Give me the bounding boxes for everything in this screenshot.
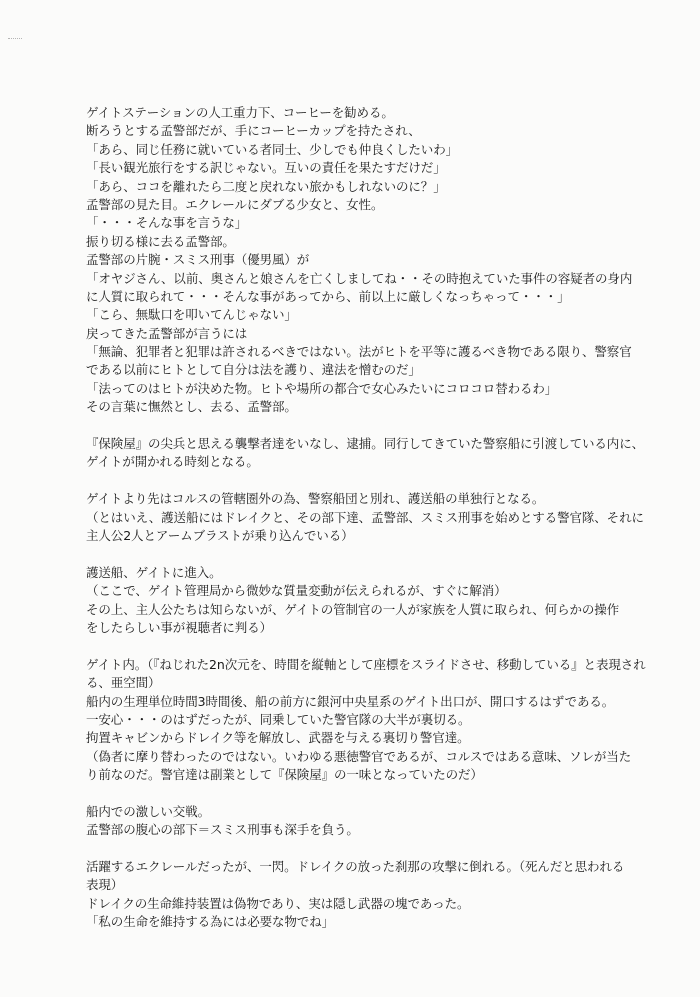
text-line: 表現） bbox=[86, 877, 124, 893]
paragraph bbox=[86, 656, 686, 785]
text-line: 「私の生命を維持する為には必要な物でね」 bbox=[86, 914, 335, 930]
text-line: 戻ってきた孟警部が言うには bbox=[86, 325, 248, 341]
text-line: その上、主人公たちは知らないが、ゲイトの管制官の一人が家族を人質に取られ、何らかの操作 bbox=[86, 601, 620, 617]
text-line: その言葉に憮然とし、去る、孟警部。 bbox=[86, 399, 297, 415]
text-line: 拘置キャビンからドレイク等を解放し、武器を与える裏切り警官達。 bbox=[86, 730, 470, 746]
text-line: 孟警部の見た目。エクレールにダブる少女と、女性。 bbox=[86, 196, 384, 212]
text-line: 「無論、犯罪者と犯罪は許されるべきではない。法がヒトを平等に護るべき物である限り、警察官 bbox=[86, 344, 632, 360]
text-line: 主人公2人とアームブラストが乗り込んでいる） bbox=[86, 527, 354, 543]
text-line: である以前にヒトとして自分は法を護り、違法を憎むのだ」 bbox=[86, 362, 421, 378]
text-line: 「オヤジさん、以前、奥さんと娘さんを亡くしましてね・・その時抱えていた事件の容疑者の身内 bbox=[86, 270, 633, 286]
text-line: ゲイトステーションの人工重力下、コーヒーを勧める。 bbox=[86, 105, 394, 120]
text-line: 孟警部の腹心の部下＝スミス刑事も深手を負う。 bbox=[86, 822, 359, 838]
paragraph bbox=[86, 803, 686, 840]
text-line: 孟警部の片腕・スミス刑事（優男風）が bbox=[86, 252, 310, 268]
paragraph bbox=[86, 490, 686, 545]
text-line: ゲイトが開かれる時刻となる。 bbox=[86, 454, 259, 470]
text-line: に人質に取られて・・・そんな事があってから、前以上に厳しくなっちゃって・・・」 bbox=[86, 288, 570, 304]
text-line: 「あら、ココを離れたら二度と戻れない旅かもしれないのに？」 bbox=[86, 178, 446, 194]
text-line: 一安心・・・のはずだったが、同乗していた警官隊の大半が裏切る。 bbox=[86, 711, 471, 727]
text-line: 護送船、ゲイトに進入。 bbox=[86, 564, 222, 580]
scan-artifact-mark bbox=[8, 38, 22, 42]
paragraph bbox=[86, 435, 686, 472]
text-line: 「長い観光旅行をする訳じゃない。互いの責任を果たすだけだ」 bbox=[86, 160, 446, 176]
paragraph bbox=[86, 858, 686, 932]
text-line: 船内の生理単位時間3時間後、船の前方に銀河中央星系のゲイト出口が、開口するはずである。 bbox=[86, 693, 615, 709]
paragraph-gap bbox=[86, 545, 686, 563]
script-text-body bbox=[86, 104, 686, 932]
text-line: り前なのだ。警官達は副業として『保険屋』の一味となっていたのだ） bbox=[86, 767, 483, 783]
paragraph bbox=[86, 564, 686, 638]
paragraph-gap bbox=[86, 637, 686, 655]
text-line: 活躍するエクレールだったが、一閃。ドレイクの放った刹那の攻撃に倒れる。（死んだと思われる bbox=[86, 859, 625, 875]
paragraph-gap bbox=[86, 472, 686, 490]
paragraph bbox=[86, 104, 686, 417]
text-line: 「法ってのはヒトが決めた物。ヒトや場所の都合で女心みたいにコロコロ替わるわ」 bbox=[86, 380, 558, 396]
text-line: ゲイトより先はコルスの管轄圏外の為、警察船団と別れ、護送船の単独行となる。 bbox=[86, 491, 545, 507]
text-line: 振り切る様に去る孟警部。 bbox=[86, 233, 235, 249]
text-line: ゲイト内。（『ねじれた2n次元を、時間を縦軸として座標をスライドさせ、移動している』と表現され bbox=[86, 656, 646, 672]
paragraph-gap bbox=[86, 417, 686, 435]
paragraph-gap bbox=[86, 840, 686, 858]
text-line: 「・・・そんな事を言うな」 bbox=[86, 215, 248, 231]
text-line: （ここで、ゲイト管理局から微妙な質量変動が伝えられるが、すぐに解消） bbox=[86, 583, 507, 599]
paragraph-gap bbox=[86, 784, 686, 802]
text-line: （とはいえ、護送船にはドレイクと、その部下達、孟警部、スミス刑事を始めとする警官隊、それに bbox=[86, 509, 644, 525]
text-line: 『保険屋』の尖兵と思える襲撃者達をいなし、逮捕。同行してきていた警察船に引渡している内に、 bbox=[86, 436, 645, 452]
text-line: る、亜空間） bbox=[86, 675, 161, 691]
text-line: 「こら、無駄口を叩いてんじゃない」 bbox=[86, 307, 297, 323]
text-line: 「あら、同じ任務に就いている者同士、少しでも仲良くしたいわ」 bbox=[86, 141, 459, 157]
text-line: ドレイクの生命維持装置は偽物であり、実は隠し武器の塊であった。 bbox=[86, 895, 470, 911]
text-line: （偽者に摩り替わったのではない。いわゆる悪徳警官であるが、コルスではある意味、ソレが当た bbox=[86, 748, 632, 764]
text-line: 船内での激しい交戦。 bbox=[86, 803, 211, 819]
text-line: をしたらしい事が視聴者に判る） bbox=[86, 619, 273, 635]
text-line: 断ろうとする孟警部だが、手にコーヒーカップを持たされ、 bbox=[86, 123, 421, 139]
